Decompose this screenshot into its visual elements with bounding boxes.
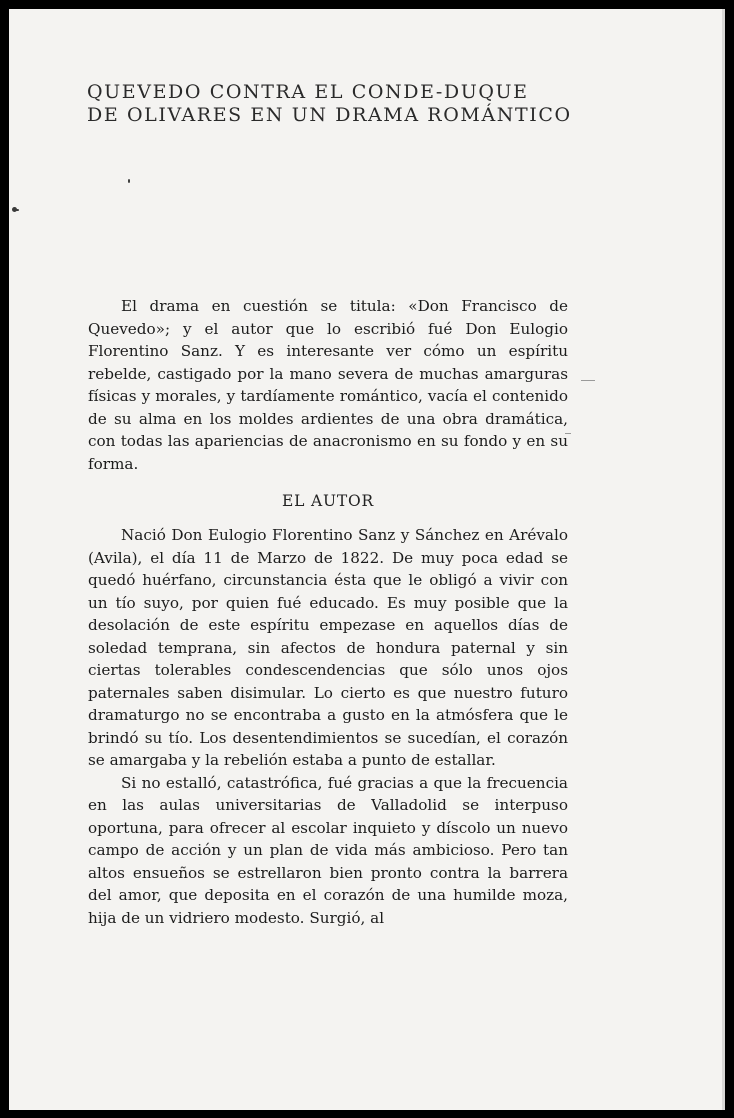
intro-paragraph: El drama en cuestión se titula: «Don Francisco de Quevedo»; y el autor que lo escribió fué Don Eulogio Florentino Sanz. Y es interesante ver cómo un espíritu rebelde, castigado por la mano severa de muchas amarguras físicas y morales, y tardíamente romántico, vacía el contenido de su alma en los moldes ardientes de una obra dramática, con todas las apariencias de anacronismo en su fondo y en su forma. bbox=[88, 297, 568, 473]
section-heading: EL AUTOR bbox=[282, 492, 374, 510]
title-line-1: QUEVEDO CONTRA EL CONDE-DUQUE bbox=[87, 81, 529, 103]
body-paragraph: Si no estalló, catastrófica, fué gracias a que la frecuencia en las aulas universitarias de Valladolid se interpuso oportuna, para ofrecer al escolar inquieto y díscolo un nuevo campo de acción y un plan de vida más ambicioso. Pero tan altos ensueños se estrellaron bien pronto contra la barrera del amor, que deposita en el corazón de una humilde moza, hija de un vidriero modesto. Surgió, al bbox=[88, 773, 568, 927]
body-text bbox=[88, 295, 568, 929]
title-line-2: DE OLIVARES EN UN DRAMA ROMÁNTICO bbox=[87, 104, 572, 126]
margin-mark bbox=[581, 380, 595, 381]
scan-edge bbox=[722, 9, 725, 1110]
chapter-title bbox=[87, 81, 587, 127]
body-paragraph: Nació Don Eulogio Florentino Sanz y Sánchez en Arévalo (Avila), el día 11 de Marzo de 1822. De muy poca edad se quedó huérfano, circunstancia ésta que le obligó a vivir con un tío suyo, por quien fué educado. Es muy posible que la desolación de este espíritu empezase en aquellos días de soledad temprana, sin afectos de hondura paternal y sin ciertas tolerables condescendencias que sólo unos ojos paternales saben disimular. Lo cierto es que nuestro futuro dramaturgo no se encontraba a gusto en la atmósfera que le brindó su tío. Los desentendimientos se sucedían, el corazón se amargaba y la rebelión estaba a punto de estallar. bbox=[88, 526, 568, 769]
scan-speck bbox=[16, 209, 19, 211]
book-page bbox=[9, 9, 725, 1110]
scan-speck bbox=[128, 179, 130, 183]
